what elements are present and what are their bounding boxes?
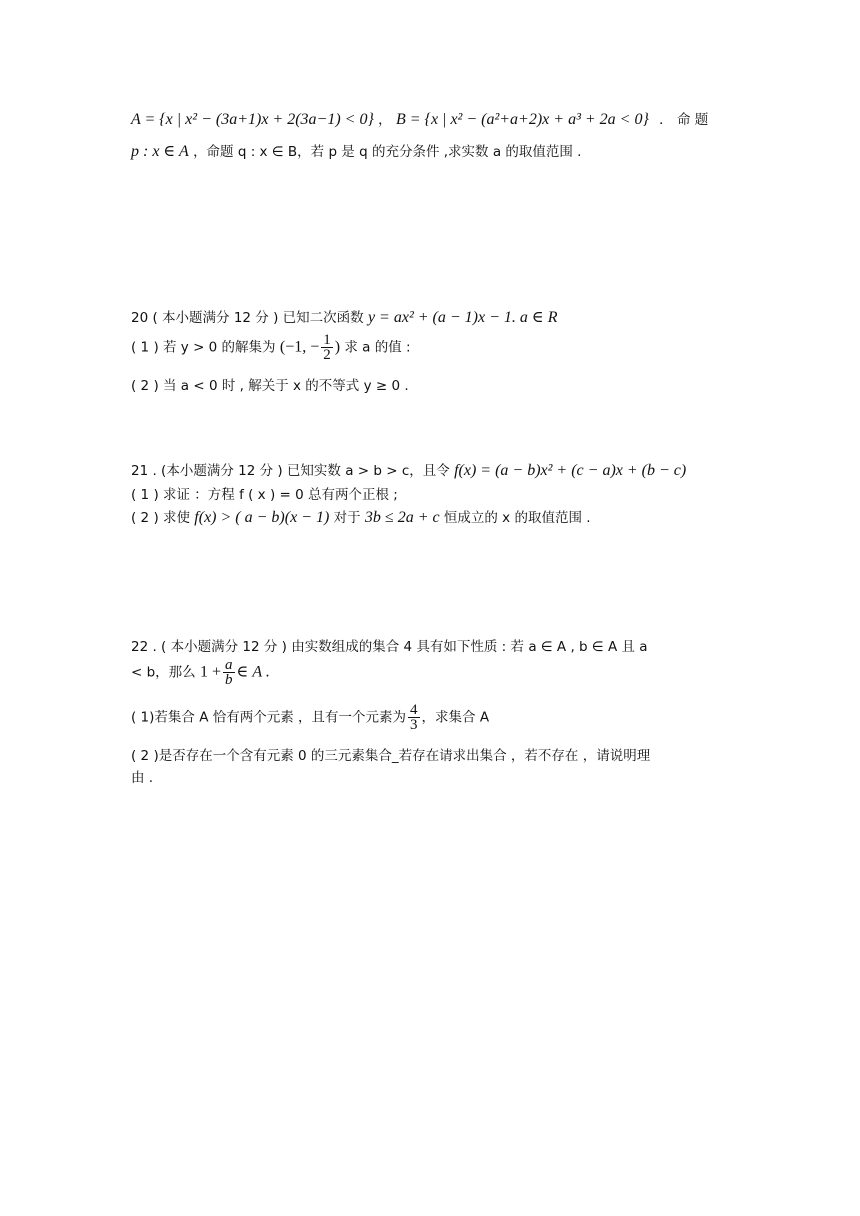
q22-part2-line2: 由 . [131,770,154,786]
fraction-denominator: 3 [410,717,418,733]
q22-title: 22 . ( 本小题满分 12 分 ) 由实数组成的集合 4 具有如下性质 : 若 a ∈ A , b ∈ A 且 a [131,639,648,655]
q21-part1: ( 1 ) 求证 ：方程 f ( x ) = 0 总有两个正根 ; [131,487,398,503]
q20-function: y = ax² + (a − 1)x − 1. a ∈ R [367,309,558,326]
fraction-numerator: a [225,657,233,673]
q20-title-line [131,306,558,327]
q21-part2 [131,506,591,527]
q20-part1-pre: ( 1 ) 若 y > 0 的解集为 [131,339,276,356]
q22-part1-post: ，求集合 A [421,709,490,726]
fraction-denominator: b [225,672,233,688]
fraction-denominator: 2 [323,347,331,363]
set-b-definition: B = {x | x² − (a²+a+2)x + a³ + 2a < 0} [395,111,649,128]
set-a-definition: A = {x | x² − (3a+1)x + 2(3a−1) < 0} [131,111,374,128]
q22-part2-line1: ( 2 )是否存在一个含有元素 0 的三元素集合_若存在请求出集合 ，若不存在 ，请说明理 [131,748,651,764]
proposition-p: p : x ∈ A [131,143,189,160]
fraction-four-thirds [408,703,420,732]
fraction-one-half [321,333,333,362]
q20-title: 20 ( 本小题满分 12 分 ) 已知二次函数 [131,310,364,326]
q20-part2: ( 2 ) 当 a < 0 时 , 解关于 x 的不等式 y ≥ 0 . [131,378,409,394]
q21-part2-post: 恒成立的 x 的取值范围 . [443,510,591,526]
q21-title-line [131,459,686,480]
q19-line2 [131,140,581,161]
q21-inequality: f(x) > ( a − b)(x − 1) [194,509,330,526]
q21-title: 21 . (本小题满分 12 分 ) 已知实数 a > b > c，且令 [131,463,450,479]
q21-function: f(x) = (a − b)x² + (c − a)x + (b − c) [454,462,687,479]
q22-part1 [131,703,489,732]
fraction-a-over-b [223,658,235,687]
fraction-numerator: 4 [410,702,418,718]
separator: ， [378,112,392,128]
q21-part2-pre: ( 2 ) 求使 [131,510,190,526]
fraction-numerator: 1 [323,332,331,348]
q20-part1 [131,333,411,362]
q22-line2-pre: < b，那么 [131,664,196,681]
q19-line1-tail: ． 命 题 [659,112,709,128]
q22-part1-pre: ( 1)若集合 A 恰有两个元素 ，且有一个元素为 [131,709,407,726]
interval-right: ) [334,338,341,356]
interval-left: (−1, − [279,338,320,356]
q20-part1-post: 求 a 的值 : [344,339,411,356]
q21-part2-mid: 对于 [333,510,361,526]
q22-line2 [131,658,270,687]
q21-condition: 3b ≤ 2a + c [364,509,440,526]
one-plus: 1 + [199,663,222,681]
q19-line2-text: ，命题 q : x ∈ B，若 p 是 q 的充分条件 ,求实数 a 的取值范围 . [193,144,582,160]
element-of-a: ∈ A . [236,663,270,681]
q19-line1 [131,108,708,129]
